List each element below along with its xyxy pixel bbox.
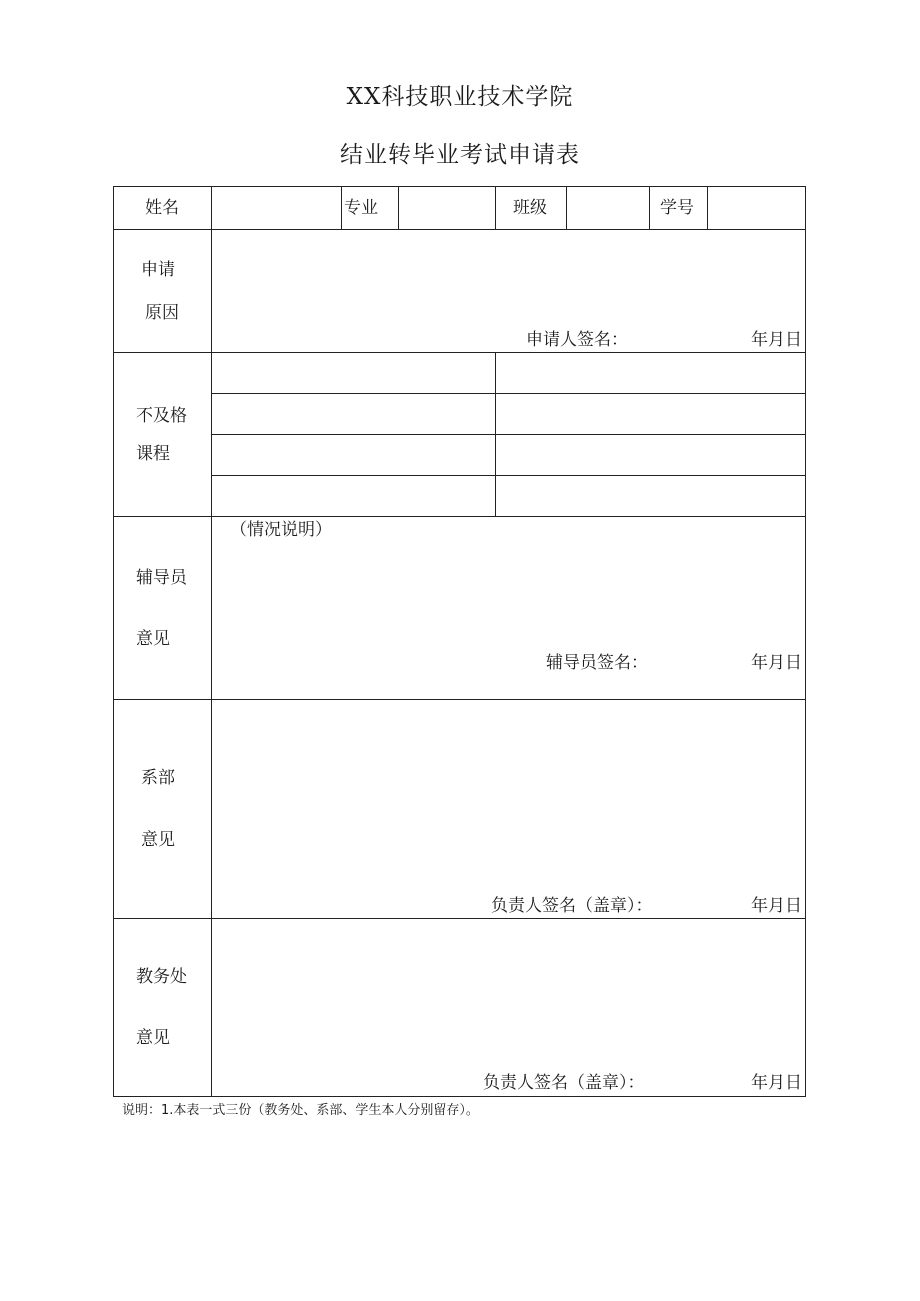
table-border-bottom (113, 1096, 806, 1097)
department-date-label: 年月日 (751, 896, 802, 916)
course-cell[interactable] (212, 476, 495, 516)
info-column-divider (495, 186, 496, 230)
name-field[interactable] (212, 187, 341, 229)
table-border-left (113, 186, 114, 1097)
course-cell[interactable] (496, 353, 805, 393)
counselor-signature-label: 辅导员签名： (546, 653, 648, 673)
courses-label-line1: 不及格 (136, 406, 187, 426)
course-cell[interactable] (212, 394, 495, 434)
course-cell[interactable] (496, 394, 805, 434)
applicant-signature-label: 申请人签名： (526, 330, 628, 350)
counselor-label-line2: 意见 (136, 629, 170, 649)
course-cell[interactable] (496, 476, 805, 516)
row-divider (113, 516, 806, 517)
reason-label-line2: 原因 (145, 303, 179, 323)
school-name: XX科技职业技术学院 (346, 84, 574, 110)
info-column-divider (341, 186, 342, 230)
course-cell[interactable] (212, 353, 495, 393)
reason-label-line1: 申请 (141, 260, 175, 280)
reason-field[interactable] (212, 230, 805, 325)
course-cell[interactable] (212, 435, 495, 475)
academic-label-line2: 意见 (136, 1028, 170, 1048)
table-border-right (805, 186, 806, 1097)
department-signature-label: 负责人签名（盖章）： (491, 896, 653, 916)
class-label: 班级 (513, 198, 547, 218)
student-id-field[interactable] (708, 187, 805, 229)
academic-signature-label: 负责人签名（盖章）： (483, 1073, 645, 1093)
academic-opinion-field[interactable] (212, 919, 805, 1069)
counselor-opinion-field[interactable] (212, 545, 805, 645)
counselor-label-line1: 辅导员 (136, 568, 187, 588)
footer-note: 说明：1.本表一式三份（教务处、系部、学生本人分别留存）。 (122, 1103, 479, 1118)
department-label-line2: 意见 (141, 830, 175, 850)
name-label: 姓名 (145, 198, 179, 218)
major-field[interactable] (399, 187, 495, 229)
courses-label-line2: 课程 (136, 444, 170, 464)
info-column-divider (649, 186, 650, 230)
situation-hint: （情况说明） (230, 520, 332, 540)
academic-label-line1: 教务处 (136, 967, 187, 987)
form-title: 结业转毕业考试申请表 (340, 142, 580, 168)
counselor-date-label: 年月日 (751, 653, 802, 673)
department-label-line1: 系部 (141, 768, 175, 788)
student-id-label: 学号 (660, 198, 694, 218)
major-label: 专业 (344, 198, 378, 218)
class-field[interactable] (567, 187, 649, 229)
department-opinion-field[interactable] (212, 700, 805, 890)
applicant-date-label: 年月日 (751, 330, 802, 350)
course-cell[interactable] (496, 435, 805, 475)
academic-date-label: 年月日 (751, 1073, 802, 1093)
